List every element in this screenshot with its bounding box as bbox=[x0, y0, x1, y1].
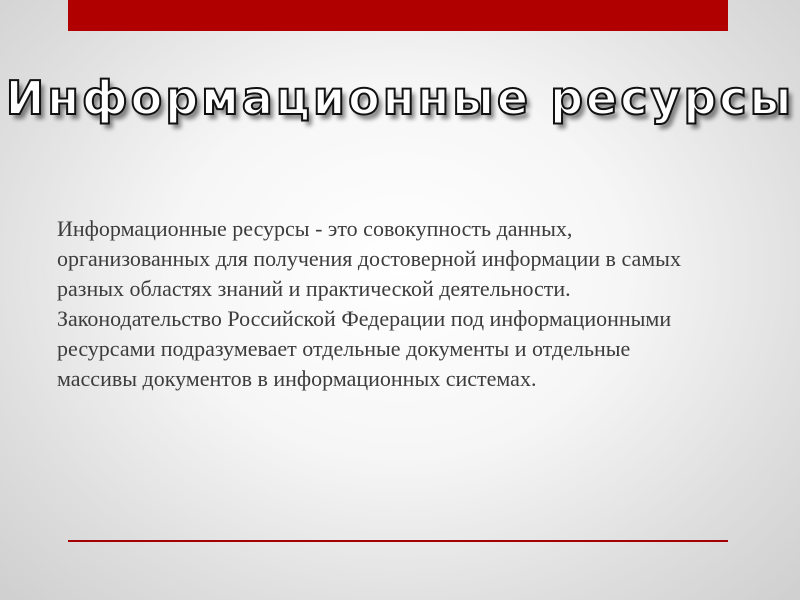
slide-body-text: Информационные ресурсы - это совокупность данных, организованных для получения достоверной информации в самых разных областях знаний и практической деятельности. Законодательство Российской Федерации под информационными ресурсами подразумевает отдельные документы и отдельные массивы документов в информационных системах. bbox=[57, 216, 681, 391]
slide-title: Информационные ресурсы bbox=[5, 71, 795, 125]
top-accent-bar bbox=[68, 0, 728, 31]
bottom-divider-line bbox=[68, 540, 728, 542]
